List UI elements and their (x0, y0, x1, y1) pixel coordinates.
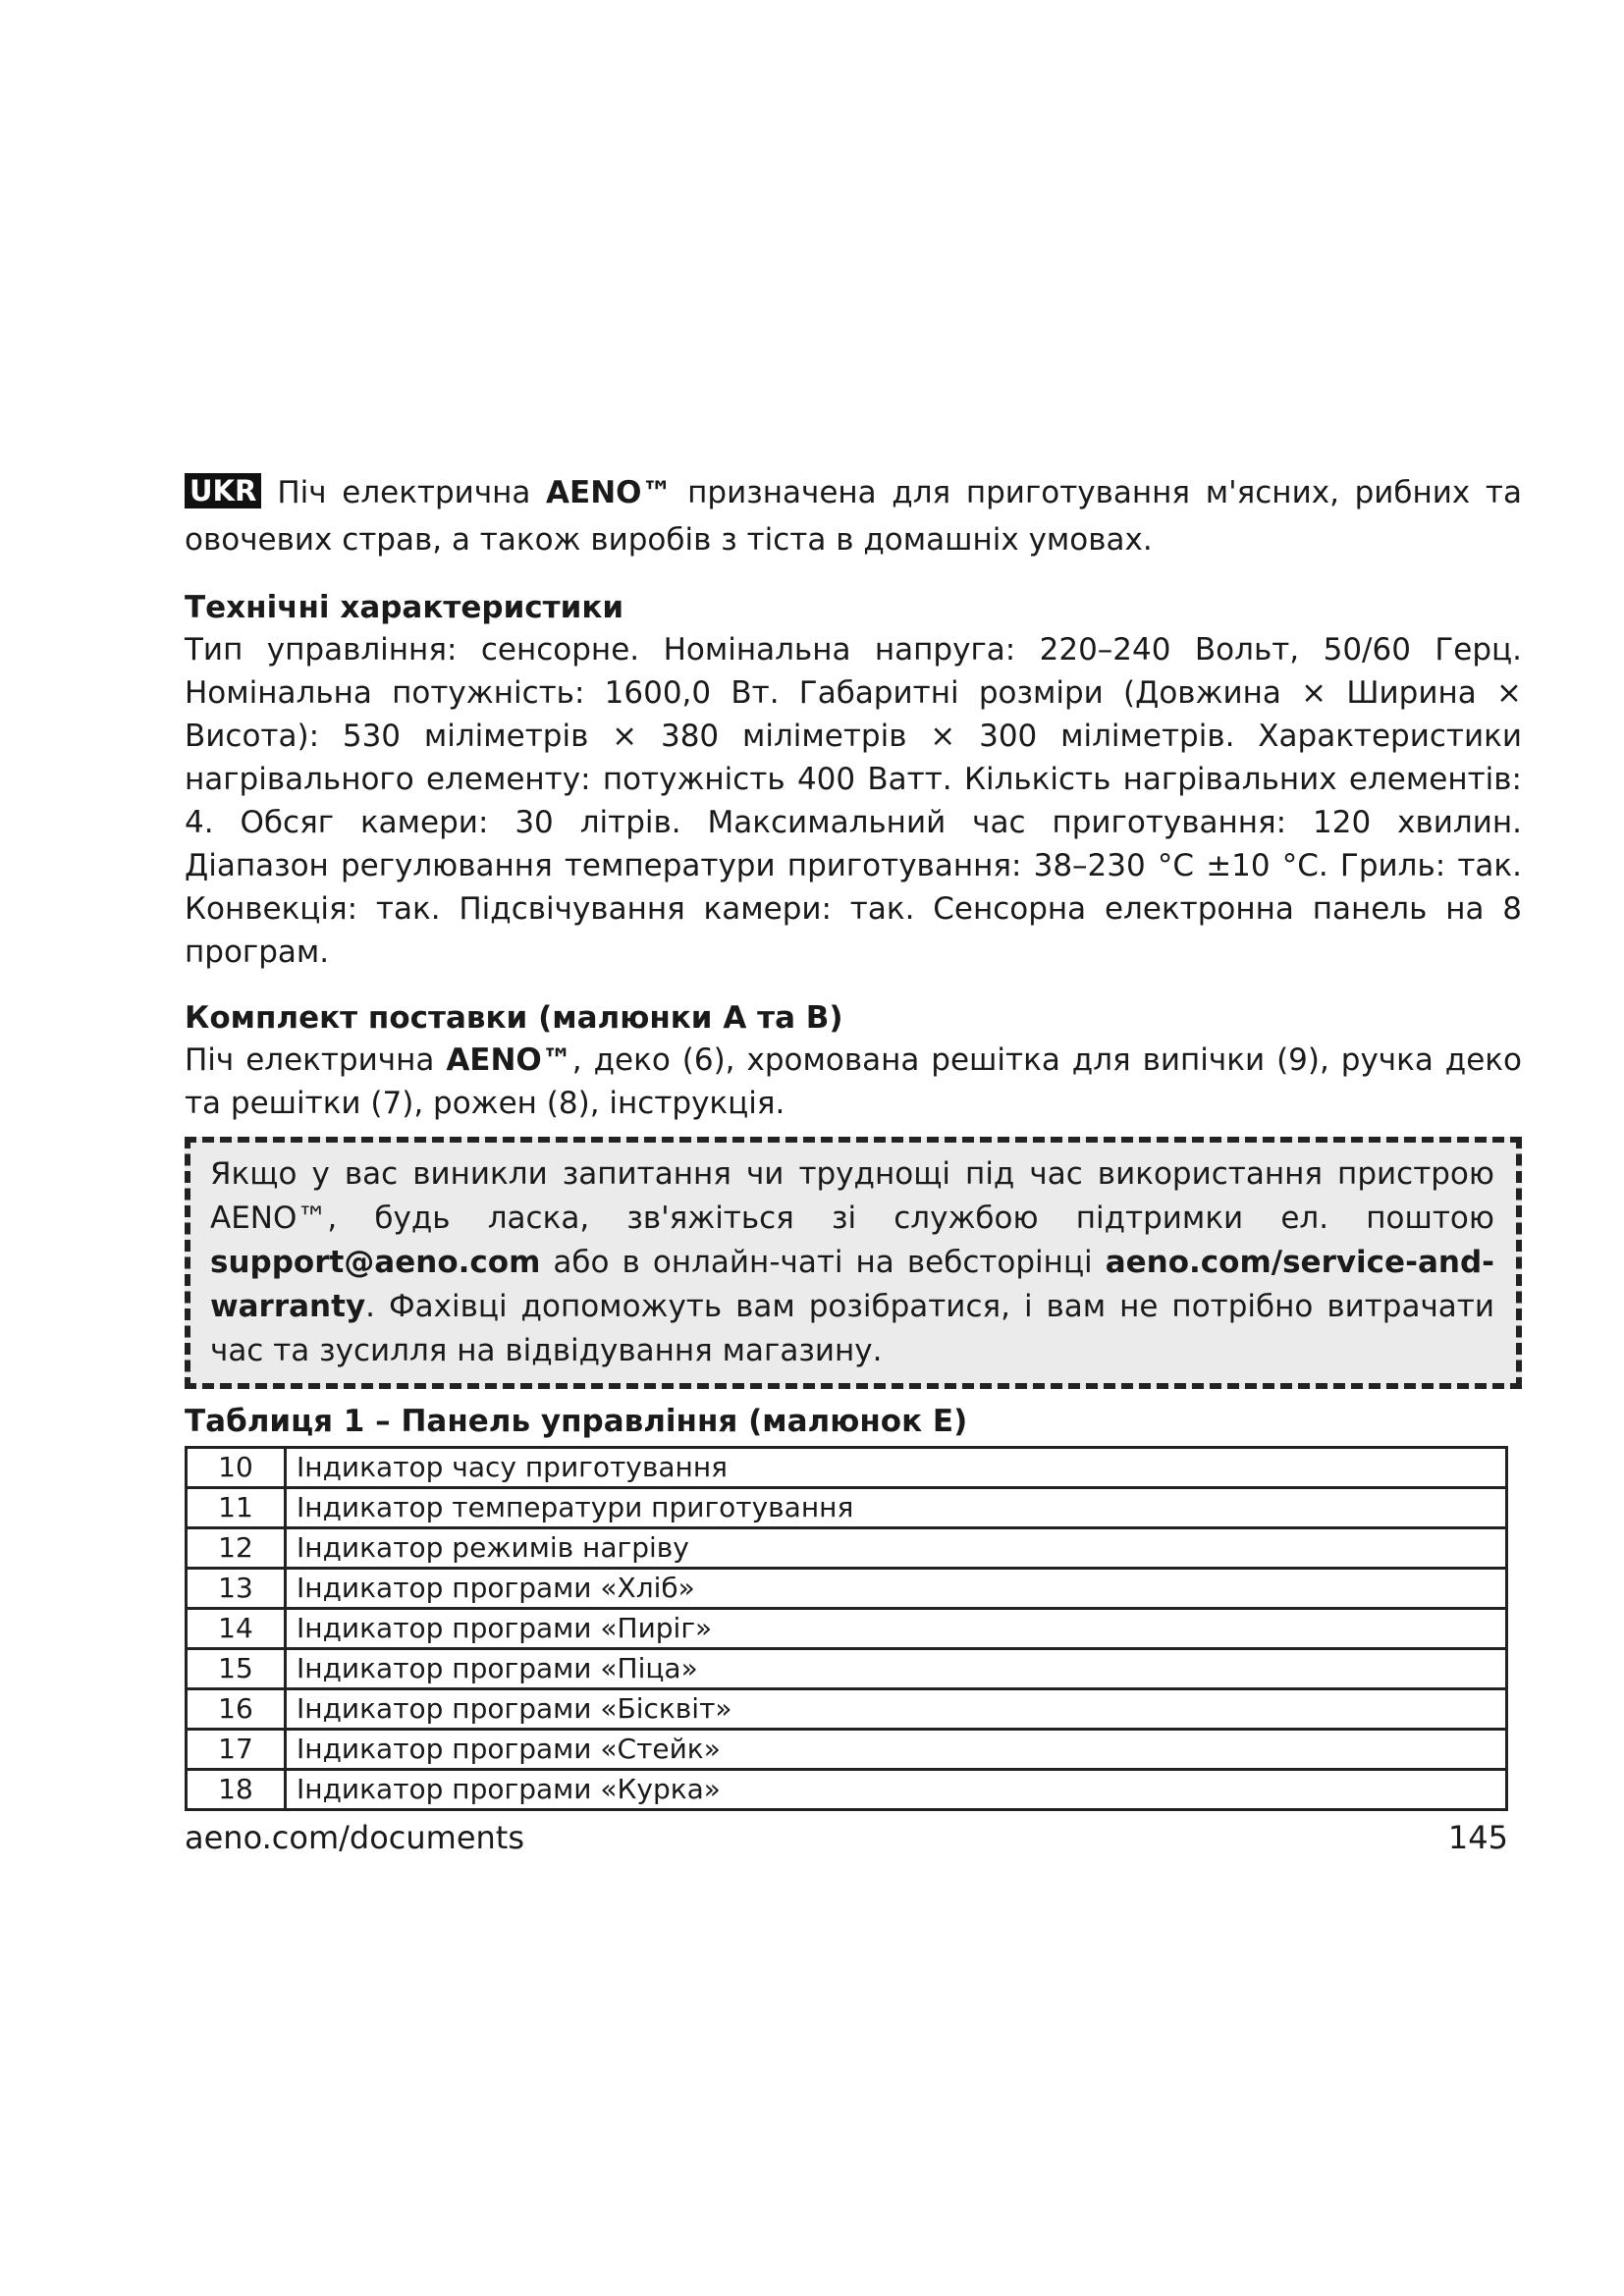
support-text-1: Якщо у вас виникли запитання чи труднощі під час використання пристрою AENO™, будь ласка, зв'яжіться зі службою підтримки ел. поштою (210, 1156, 1494, 1236)
intro-text-end: призначена для приготування м'ясних, рибних та овочевих страв, а також виробів з тіста в домашніх умовах. (185, 475, 1522, 558)
row-label: Індикатор програми «Бісквіт» (286, 1689, 1507, 1730)
row-label: Індикатор програми «Курка» (286, 1770, 1507, 1810)
table-row (187, 1448, 1507, 1488)
row-number: 10 (187, 1448, 286, 1488)
row-number: 14 (187, 1609, 286, 1649)
support-link: aeno.com/service-and-warranty (210, 1245, 1494, 1324)
table-row (187, 1730, 1507, 1770)
table-heading: Таблиця 1 – Панель управління (малюнок E) (185, 1404, 968, 1439)
row-label: Індикатор програми «Пиріг» (286, 1609, 1507, 1649)
row-label: Індикатор програми «Піца» (286, 1649, 1507, 1689)
specs-text: Тип управління: сенсорне. Номінальна напруга: 220–240 Вольт, 50/60 Герц. Номінальна потужність: 1600,0 Вт. Габаритні розміри (Довжина × Ширина × Висота): 530 міліметрів × 380 міліметрів × 300 міліметрів. Характеристики нагрівального елементу: потужність 400 Ватт. Кількість нагрівальних елементів: 4. Обсяг камери: 30 літрів. Максимальний час приготування: 120 хвилин. Діапазон регулювання температури приготування: 38–230 °C ±10 °C. Гриль: так. Конвекція: так. Підсвічування камери: так. Сенсорна електронна панель на 8 програм. (185, 632, 1522, 970)
support-notice-text (210, 1152, 1494, 1373)
table-row (187, 1689, 1507, 1730)
support-text-2: або в онлайн-чаті на вебсторінці (540, 1245, 1106, 1280)
support-email: support@aeno.com (210, 1245, 541, 1280)
page-content (185, 469, 1522, 1811)
row-label: Індикатор програми «Стейк» (286, 1730, 1507, 1770)
package-text-start: Піч електрична (185, 1042, 447, 1078)
package-paragraph (185, 1039, 1522, 1125)
row-number: 13 (187, 1569, 286, 1609)
row-label: Індикатор температури приготування (286, 1488, 1507, 1528)
table-row (187, 1488, 1507, 1528)
language-badge: UKR (185, 473, 261, 508)
row-label: Індикатор режимів нагріву (286, 1528, 1507, 1569)
table-row (187, 1609, 1507, 1649)
table-row (187, 1649, 1507, 1689)
row-number: 15 (187, 1649, 286, 1689)
support-text-3: . Фахівці допоможуть вам розібратися, і вам не потрібно витрачати час та зусилля на відвідування магазину. (210, 1289, 1494, 1368)
package-brand-name: AENO™ (446, 1042, 572, 1078)
intro-paragraph (185, 469, 1522, 563)
row-label: Індикатор часу приготування (286, 1448, 1507, 1488)
row-number: 17 (187, 1730, 286, 1770)
table-row (187, 1770, 1507, 1810)
footer-url[interactable]: aeno.com/documents (185, 1819, 525, 1856)
row-label: Індикатор програми «Хліб» (286, 1569, 1507, 1609)
package-heading: Комплект поставки (малюнки A та B) (185, 1000, 843, 1036)
support-notice-box (185, 1137, 1522, 1389)
row-number: 16 (187, 1689, 286, 1730)
control-panel-table (185, 1446, 1508, 1811)
specs-heading: Технічні характеристики (185, 590, 624, 625)
page-number: 145 (1447, 1819, 1508, 1856)
row-number: 11 (187, 1488, 286, 1528)
table-row (187, 1528, 1507, 1569)
table-row (187, 1569, 1507, 1609)
package-text-end: , деко (6), хромована решітка для випічки (9), ручка деко та решітки (7), рожен (8), інструкція. (185, 1042, 1522, 1121)
intro-text-start: Піч електрична (277, 475, 547, 510)
row-number: 12 (187, 1528, 286, 1569)
brand-name: AENO™ (546, 475, 673, 510)
row-number: 18 (187, 1770, 286, 1810)
page-footer (185, 1816, 1508, 1859)
